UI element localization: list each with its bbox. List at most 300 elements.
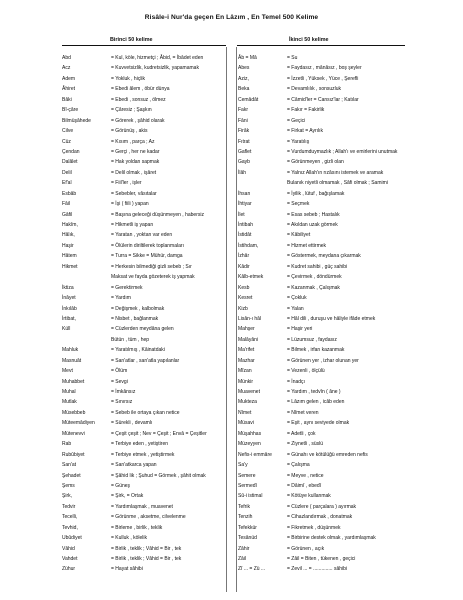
word-row bbox=[62, 450, 224, 460]
word-row bbox=[238, 283, 406, 293]
word-row bbox=[238, 74, 406, 84]
term: Tefrik bbox=[238, 503, 250, 510]
definition: = Hak yoldan sapmak bbox=[111, 159, 160, 166]
definition: = Lâzım gelen , icâb eden bbox=[287, 399, 345, 406]
definition: = Terbiye etmek , yetiştirmek bbox=[111, 451, 175, 458]
definition: = Yaratılış bbox=[287, 138, 310, 145]
left-word-list bbox=[62, 53, 224, 575]
term: Rab bbox=[62, 441, 72, 448]
word-row bbox=[238, 397, 406, 407]
definition: = Câmid'ler = Cansız'lar ; Katılar bbox=[287, 96, 359, 103]
definition: = Meyve , netice bbox=[287, 472, 324, 479]
word-row bbox=[238, 199, 406, 209]
definition: = Su bbox=[287, 55, 298, 61]
word-row bbox=[238, 502, 406, 512]
word-row bbox=[62, 157, 224, 167]
term: Müzeyyen bbox=[238, 441, 261, 448]
definition: = Görünmeyen , gizli olan bbox=[287, 159, 344, 166]
term: Delil bbox=[62, 169, 72, 176]
word-row bbox=[62, 84, 224, 94]
word-row bbox=[62, 199, 224, 209]
definition: = Lüzumsuz , faydasız bbox=[287, 336, 337, 343]
definition: = Birbirine destek olmak , yardımlaşmak bbox=[287, 535, 376, 542]
term: Tecelli, bbox=[62, 514, 78, 521]
definition: = Ebedi âlem , öbür dünya bbox=[111, 86, 170, 93]
definition: = Görerek , şâhid olarak bbox=[111, 117, 165, 124]
word-row bbox=[238, 168, 406, 178]
word-row bbox=[238, 356, 406, 366]
word-row bbox=[238, 335, 406, 345]
definition: = Günahı ve kötülüğü emreden nefis bbox=[287, 451, 368, 458]
word-row bbox=[62, 356, 224, 366]
definition: = San'atlar , san'atla yapılanlar bbox=[111, 357, 180, 364]
term: Kesb bbox=[238, 284, 250, 291]
definition: = Yardım bbox=[111, 295, 131, 302]
word-row bbox=[62, 241, 224, 251]
definition: Bulanık niyetli olmamak , Sâfi olmak ; Samimi bbox=[287, 180, 388, 187]
definition: = Terbiye eden , yetiştiren bbox=[111, 441, 169, 448]
word-row bbox=[238, 345, 406, 355]
definition: = Vezenli , ölçülü bbox=[287, 368, 325, 375]
term: İstidât bbox=[238, 232, 252, 239]
definition: = Kısım , parça ; Az bbox=[111, 138, 155, 145]
term: Beka bbox=[238, 86, 250, 93]
term bbox=[62, 272, 111, 282]
definition: = Şâhid lik ; Şuhud = Görmek , şâhit olmak bbox=[111, 472, 206, 479]
definition: = Başına geleceği düşünmeyen , habersiz bbox=[111, 211, 204, 218]
word-row bbox=[238, 105, 406, 115]
definition: = Nîmet veren bbox=[287, 409, 319, 416]
definition: = Faydasız , mânâsız , boş şeyler bbox=[287, 65, 362, 72]
definition: Bütün , tüm , hep bbox=[111, 336, 150, 343]
term: Mahşer bbox=[238, 326, 255, 333]
word-row bbox=[62, 116, 224, 126]
definition: = Yokluk , hiçlik bbox=[111, 75, 146, 82]
word-row bbox=[238, 523, 406, 533]
term: Bî-çâre bbox=[62, 107, 79, 114]
term: İntibah bbox=[238, 222, 254, 228]
term: Muhabbet bbox=[62, 378, 85, 385]
term: Fâil bbox=[62, 201, 71, 208]
definition: = Hizmet ettirmek bbox=[287, 242, 327, 249]
definition: = Nisbet , bağlanmak bbox=[111, 315, 159, 322]
word-row bbox=[62, 471, 224, 481]
word-row bbox=[238, 147, 406, 157]
term: Firâk bbox=[238, 128, 250, 135]
definition: = Görünen yer , izhar olunan yer bbox=[287, 357, 359, 364]
definition: = Akıldan uzak görmek bbox=[287, 222, 338, 228]
term: Gâfil bbox=[62, 211, 73, 218]
term: Müsebbeb bbox=[62, 409, 86, 416]
word-row bbox=[238, 84, 406, 94]
word-row bbox=[62, 105, 224, 115]
term: Lisân-ı hâl bbox=[238, 315, 262, 322]
word-row bbox=[62, 74, 224, 84]
definition: = Delil olmak , işâret bbox=[111, 169, 157, 176]
document-title: Risâle-i Nur'da geçen En Lâzım , En Temel 500 Kelime bbox=[144, 14, 319, 21]
definition: = Zâil = Biten , tükenen , geçici bbox=[287, 556, 356, 562]
term bbox=[238, 178, 287, 188]
term: Abd bbox=[62, 55, 71, 61]
word-row bbox=[62, 283, 224, 293]
term: Dalâlet bbox=[62, 159, 78, 166]
word-row bbox=[238, 512, 406, 522]
term: Müteemâdiyen bbox=[62, 420, 95, 427]
term: Mutlak bbox=[62, 399, 77, 406]
term: Zâhir bbox=[238, 545, 250, 552]
definition: = Vurdumduymazlık ; Allah'ı ve emirlerini unutmak bbox=[287, 148, 398, 155]
word-row bbox=[238, 314, 406, 324]
term: Sû-i istimal bbox=[238, 493, 263, 500]
term: Kâlb-etmek bbox=[238, 274, 264, 281]
definition: = Birlik , teklik ; Vâhid = Bir , tek bbox=[111, 545, 182, 552]
term: Mevt bbox=[62, 368, 73, 375]
term: Hikmet bbox=[62, 263, 78, 270]
word-row bbox=[62, 230, 224, 240]
word-row bbox=[62, 491, 224, 501]
definition: = İzzetli , Yüksek , Yüce , Şerefli bbox=[287, 75, 359, 82]
term: Zî ... = Zü ... bbox=[238, 566, 266, 573]
term bbox=[62, 335, 111, 345]
word-row bbox=[62, 262, 224, 272]
definition: = Yaratan , yoktan var eden bbox=[111, 232, 173, 239]
word-row bbox=[62, 564, 224, 574]
term: Münkir bbox=[238, 378, 254, 385]
word-row bbox=[62, 439, 224, 449]
definition: = Göstermek, meydana çıkarmak bbox=[287, 253, 361, 260]
definition: = Sürekli , devamlı bbox=[111, 420, 153, 427]
definition: = İmkânsız bbox=[111, 389, 136, 395]
term: Bilmüşâhede bbox=[62, 117, 91, 124]
definition: = Cüzlere ( parçalara ) ayırmak bbox=[287, 503, 357, 510]
term: İlet bbox=[238, 211, 245, 218]
left-header-rule bbox=[62, 45, 226, 46]
word-row bbox=[62, 408, 224, 418]
word-row bbox=[238, 272, 406, 282]
column-divider-right bbox=[236, 47, 237, 592]
word-row bbox=[62, 178, 224, 188]
word-row bbox=[238, 387, 406, 397]
definition: = Kuvvetsizlik, kudretsizlik, yapamamak bbox=[111, 65, 199, 72]
term: İhtiyar bbox=[238, 201, 252, 208]
term: Tevhid, bbox=[62, 524, 78, 531]
word-row bbox=[62, 210, 224, 220]
term: İnkılâb bbox=[62, 305, 77, 312]
word-row bbox=[238, 53, 406, 63]
word-row bbox=[62, 554, 224, 564]
term: Çendan bbox=[62, 148, 80, 155]
definition: = Gerektirmek bbox=[111, 284, 143, 291]
definition: = Yalan bbox=[287, 305, 304, 312]
term: İktiza bbox=[62, 284, 74, 291]
term: Hakîm, bbox=[62, 222, 78, 228]
term: Abes bbox=[238, 65, 250, 72]
word-row bbox=[238, 429, 406, 439]
definition: = Kötüye kullanmak bbox=[287, 493, 331, 500]
definition: = Görünen , açık bbox=[287, 545, 325, 552]
word-row bbox=[238, 63, 406, 73]
term: İnâyet bbox=[62, 295, 76, 302]
term: Fâni bbox=[238, 117, 248, 124]
definition: = Sebeb ile ortaya çıkan netice bbox=[111, 409, 180, 416]
word-row bbox=[62, 481, 224, 491]
right-word-list bbox=[238, 53, 406, 575]
definition: = Hikmetli iş yapan bbox=[111, 222, 154, 228]
definition: = Cihazlandırmak , donatmak bbox=[287, 514, 353, 521]
word-row bbox=[62, 366, 224, 376]
word-row bbox=[238, 533, 406, 543]
definition: = İnadçı bbox=[287, 378, 305, 385]
term: Şehadet bbox=[62, 472, 81, 479]
definition: = Kâbiliyet bbox=[287, 232, 311, 239]
word-row bbox=[62, 377, 224, 387]
word-row bbox=[238, 544, 406, 554]
word-row bbox=[238, 450, 406, 460]
definition: = Dâimî , ebedî bbox=[287, 482, 322, 489]
definition: = Çokluk bbox=[287, 295, 307, 302]
word-row bbox=[62, 324, 224, 334]
term: Bâki bbox=[62, 96, 72, 103]
term: İzhâr bbox=[238, 253, 250, 260]
word-row bbox=[238, 116, 406, 126]
definition: = Kazanmak , Çalışmak bbox=[287, 284, 340, 291]
term: Hâtem bbox=[62, 253, 77, 260]
term: Ubûdiyet bbox=[62, 535, 82, 542]
word-row bbox=[62, 168, 224, 178]
word-row bbox=[62, 429, 224, 439]
term: Gaflet bbox=[238, 148, 252, 155]
term: Mazhar bbox=[238, 357, 255, 364]
definition: = Turra = Sikke = Mühür, damga bbox=[111, 253, 183, 260]
definition: = Şirk, = Ortak bbox=[111, 493, 144, 500]
term: Zühur bbox=[62, 566, 76, 573]
term: Sa'y bbox=[238, 462, 248, 469]
word-row bbox=[238, 251, 406, 261]
definition: = Görünme , aksetme, cilvelenme bbox=[111, 514, 186, 521]
term: Şems bbox=[62, 482, 75, 489]
term: Cemâdât bbox=[238, 96, 259, 103]
definition: = Geçici bbox=[287, 117, 306, 124]
word-row bbox=[238, 126, 406, 136]
word-row bbox=[238, 241, 406, 251]
word-row bbox=[62, 126, 224, 136]
word-row bbox=[238, 460, 406, 470]
word-row bbox=[62, 460, 224, 470]
definition: = İyilik , lütuf , bağışlamak bbox=[287, 190, 345, 197]
word-row bbox=[62, 512, 224, 522]
term: İlâh bbox=[238, 169, 247, 176]
word-row bbox=[238, 137, 406, 147]
term: Esbâb bbox=[62, 190, 77, 197]
word-row bbox=[62, 53, 224, 63]
definition: = Çâresiz ; Şaşkın bbox=[111, 107, 152, 114]
definition: = Ölülerin diriltilerek toplanmaları bbox=[111, 242, 184, 249]
definition: = Yardımlaşmak , muavenet bbox=[111, 503, 173, 510]
term: Kâdir bbox=[238, 263, 250, 270]
definition: = Adetli , çok bbox=[287, 430, 316, 437]
word-row bbox=[62, 293, 224, 303]
term: İrtibat, bbox=[62, 315, 76, 322]
column-divider-left bbox=[226, 47, 227, 592]
term: Nefis-i emmâre bbox=[238, 451, 272, 458]
word-row bbox=[62, 387, 224, 397]
definition: = Esas sebeb ; Hastalık bbox=[287, 211, 340, 218]
term: Tesânüd bbox=[238, 535, 257, 542]
word-row bbox=[238, 408, 406, 418]
word-row bbox=[238, 189, 406, 199]
definition: = Firkat = Ayrılık bbox=[287, 128, 324, 135]
definition: = Devamlılık , sonsuzluk bbox=[287, 86, 342, 93]
term: Mîzan bbox=[238, 368, 252, 375]
word-row bbox=[62, 272, 224, 282]
definition: = Kulluk , kölelik bbox=[111, 535, 147, 542]
term: Küll bbox=[62, 326, 71, 333]
definition: = Yardım , tedvîn ( âne ) bbox=[287, 389, 341, 395]
term: Cilve bbox=[62, 128, 74, 135]
definition: = Bilmek , irfan kazanmak bbox=[287, 347, 345, 354]
word-row bbox=[238, 304, 406, 314]
definition: = Fakır = Fakirlik bbox=[287, 107, 325, 114]
term: Nîmet bbox=[238, 409, 252, 416]
term: Hâlık, bbox=[62, 232, 75, 239]
term: Âb = Mâ bbox=[238, 55, 257, 61]
term: Tedvir bbox=[62, 503, 76, 510]
definition: = Yalnız Allah'ın rızâsını istemek ve aramak bbox=[287, 169, 384, 176]
word-row bbox=[62, 335, 224, 345]
word-row bbox=[62, 314, 224, 324]
word-row bbox=[62, 502, 224, 512]
definition: = Sınırsız bbox=[111, 399, 133, 406]
definition: = Eşit , aynı seviyede olmak bbox=[287, 420, 350, 427]
word-row bbox=[62, 189, 224, 199]
term: Muavenet bbox=[238, 389, 260, 395]
word-row bbox=[238, 564, 406, 574]
term: Mukteza bbox=[238, 399, 257, 406]
right-header-rule bbox=[237, 45, 405, 46]
term: Âhiret bbox=[62, 86, 76, 93]
term: Şirk, bbox=[62, 493, 72, 500]
word-row bbox=[238, 491, 406, 501]
term: Gayb bbox=[238, 159, 250, 166]
term: Müsavi bbox=[238, 420, 254, 427]
word-row bbox=[62, 544, 224, 554]
definition: = Değişmek , kalbolmak bbox=[111, 305, 165, 312]
word-row bbox=[238, 324, 406, 334]
word-row bbox=[238, 220, 406, 230]
left-column-header: Birinci 50 kelime bbox=[110, 37, 153, 43]
word-row bbox=[62, 147, 224, 157]
word-row bbox=[238, 439, 406, 449]
word-row bbox=[238, 210, 406, 220]
definition: = Herkesin bilmediği gizli sebeb ; Sır bbox=[111, 263, 192, 270]
right-column-header: İkinci 50 kelime bbox=[289, 37, 329, 43]
definition: Maksat ve fayda gözeterek iş yapmak bbox=[111, 274, 195, 281]
term: Fıtrat bbox=[238, 138, 250, 145]
word-row bbox=[62, 345, 224, 355]
term: İhsan bbox=[238, 190, 251, 197]
term: Acz bbox=[62, 65, 71, 72]
definition: = Görünüş , akis bbox=[111, 128, 148, 135]
word-row bbox=[238, 554, 406, 564]
definition: = Ebedi , sonsuz , ölmez bbox=[111, 96, 166, 103]
definition: = Seçmek bbox=[287, 201, 310, 208]
word-row bbox=[62, 137, 224, 147]
definition: = Sebebler, vâsıtalar bbox=[111, 190, 157, 197]
term: İstihdam, bbox=[238, 242, 259, 249]
word-row bbox=[62, 304, 224, 314]
word-row bbox=[238, 366, 406, 376]
term: Kesret bbox=[238, 295, 253, 302]
word-row bbox=[62, 95, 224, 105]
word-row bbox=[62, 397, 224, 407]
definition: = Ziynetli , süslü bbox=[287, 441, 323, 448]
term: Tefekkür bbox=[238, 524, 257, 531]
word-row bbox=[238, 418, 406, 428]
definition: = Yaratılmış , Kâinatdaki bbox=[111, 347, 165, 354]
definition: = Zevil ... = .............. sâhibi bbox=[287, 566, 348, 573]
definition: = Sevgi bbox=[111, 378, 128, 385]
definition: = Kul, köle, hizmetçi ; Âbid, = İbâdet eden bbox=[111, 55, 204, 61]
definition: = Cüzlerden meydâna gelen bbox=[111, 326, 174, 333]
word-row bbox=[238, 471, 406, 481]
term: San'at bbox=[62, 462, 77, 469]
term: Haşir bbox=[62, 242, 74, 249]
word-row bbox=[238, 377, 406, 387]
term: Cüz bbox=[62, 138, 71, 145]
word-row bbox=[62, 533, 224, 543]
definition: = San'atkarca yapan bbox=[111, 462, 157, 469]
word-row bbox=[238, 262, 406, 272]
word-row bbox=[238, 157, 406, 167]
term: Tenzih bbox=[238, 514, 253, 521]
term: Aziz, bbox=[238, 75, 249, 82]
term: Ef'al bbox=[62, 180, 72, 187]
definition: = İşi ( fiili ) yapan bbox=[111, 201, 149, 208]
term: Sermedî bbox=[238, 482, 257, 489]
definition: = Gerçi , her ne kadar bbox=[111, 148, 160, 155]
definition: = Çeşit çeşit ; Nev = Çeşit ; Envâ = Çeşitler bbox=[111, 430, 207, 437]
term: Vahdet bbox=[62, 556, 78, 562]
term: Malâyâni bbox=[238, 336, 259, 343]
term: Masnuât bbox=[62, 357, 82, 364]
definition: = Birleme , birlik , teklik bbox=[111, 524, 163, 531]
term: Muhal bbox=[62, 389, 76, 395]
definition: = Haşir yeri bbox=[287, 326, 313, 333]
term: Ma'rifet bbox=[238, 347, 255, 354]
word-row bbox=[62, 418, 224, 428]
word-row bbox=[238, 230, 406, 240]
definition: = Çevirmek , döndürmek bbox=[287, 274, 342, 281]
term: Semere bbox=[238, 472, 256, 479]
word-row bbox=[62, 63, 224, 73]
term: Mütenevvi bbox=[62, 430, 85, 437]
term: Kizb bbox=[238, 305, 248, 312]
definition: = Fikretmek , düşünmek bbox=[287, 524, 341, 531]
term: Mahluk bbox=[62, 347, 79, 354]
definition: = Ölüm bbox=[111, 368, 128, 375]
word-row bbox=[238, 293, 406, 303]
term: Zâil bbox=[238, 556, 247, 562]
word-row bbox=[62, 251, 224, 261]
word-row bbox=[238, 178, 406, 188]
definition: = Çalışma bbox=[287, 462, 310, 469]
word-row bbox=[62, 220, 224, 230]
word-row bbox=[62, 523, 224, 533]
term: Müşahhas bbox=[238, 430, 262, 437]
definition: = Fiil'ler , işler bbox=[111, 180, 142, 187]
term: Vâhid bbox=[62, 545, 75, 552]
word-row bbox=[238, 481, 406, 491]
